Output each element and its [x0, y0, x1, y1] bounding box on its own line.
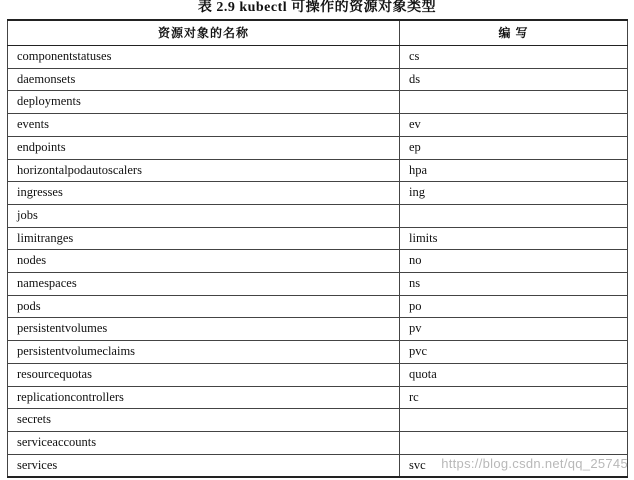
resource-name-cell: limitranges: [8, 227, 400, 250]
resource-name-cell: namespaces: [8, 273, 400, 296]
abbreviation-cell: rc: [400, 386, 628, 409]
table-row: [8, 227, 628, 250]
table-caption: 表 2.9 kubectl 可操作的资源对象类型: [197, 0, 437, 15]
table-row: [8, 341, 628, 364]
table-body: [8, 46, 628, 478]
table-row: [8, 386, 628, 409]
abbreviation-cell: pvc: [400, 341, 628, 364]
abbreviation-cell: quota: [400, 363, 628, 386]
abbreviation-cell: [400, 409, 628, 432]
resource-name-cell: serviceaccounts: [8, 431, 400, 454]
table-row: [8, 409, 628, 432]
resource-name-cell: horizontalpodautoscalers: [8, 159, 400, 182]
resource-name-cell: secrets: [8, 409, 400, 432]
resource-name-cell: componentstatuses: [8, 46, 400, 69]
abbreviation-cell: hpa: [400, 159, 628, 182]
resource-name-cell: persistentvolumeclaims: [8, 341, 400, 364]
abbreviation-cell: ep: [400, 136, 628, 159]
table-row: [8, 182, 628, 205]
table-row: [8, 273, 628, 296]
abbreviation-cell: limits: [400, 227, 628, 250]
resource-name-cell: resourcequotas: [8, 363, 400, 386]
table-row: [8, 318, 628, 341]
resource-name-cell: deployments: [8, 91, 400, 114]
resource-name-cell: services: [8, 454, 400, 477]
abbreviation-cell: cs: [400, 46, 628, 69]
abbreviation-cell: pv: [400, 318, 628, 341]
abbreviation-cell: ns: [400, 273, 628, 296]
table-row: [8, 91, 628, 114]
abbreviation-cell: ev: [400, 114, 628, 137]
table-row: [8, 363, 628, 386]
table-row: [8, 250, 628, 273]
abbreviation-cell: [400, 431, 628, 454]
table-header-row: [8, 20, 628, 46]
abbreviation-cell: ds: [400, 68, 628, 91]
table-row: [8, 68, 628, 91]
resource-name-cell: daemonsets: [8, 68, 400, 91]
abbreviation-cell: [400, 204, 628, 227]
table-row: [8, 114, 628, 137]
resource-types-table: [7, 19, 628, 478]
abbreviation-cell: ing: [400, 182, 628, 205]
resource-name-cell: persistentvolumes: [8, 318, 400, 341]
resource-name-cell: nodes: [8, 250, 400, 273]
table-row: [8, 136, 628, 159]
resource-name-cell: ingresses: [8, 182, 400, 205]
abbreviation-cell: svc: [400, 454, 628, 477]
abbreviation-cell: [400, 91, 628, 114]
resource-name-cell: events: [8, 114, 400, 137]
abbreviation-cell: no: [400, 250, 628, 273]
table-row: [8, 431, 628, 454]
watermark-url: https://blog.csdn.net/qq_25745: [441, 456, 628, 471]
table-row: [8, 46, 628, 69]
resource-name-cell: pods: [8, 295, 400, 318]
resource-name-cell: replicationcontrollers: [8, 386, 400, 409]
table-row: [8, 454, 628, 477]
table-row: [8, 204, 628, 227]
table-row: [8, 159, 628, 182]
abbreviation-cell: po: [400, 295, 628, 318]
resource-name-cell: jobs: [8, 204, 400, 227]
table-row: [8, 295, 628, 318]
header-abbreviation: 编 写: [400, 20, 628, 46]
resource-name-cell: endpoints: [8, 136, 400, 159]
header-resource-name: 资源对象的名称: [8, 20, 400, 46]
